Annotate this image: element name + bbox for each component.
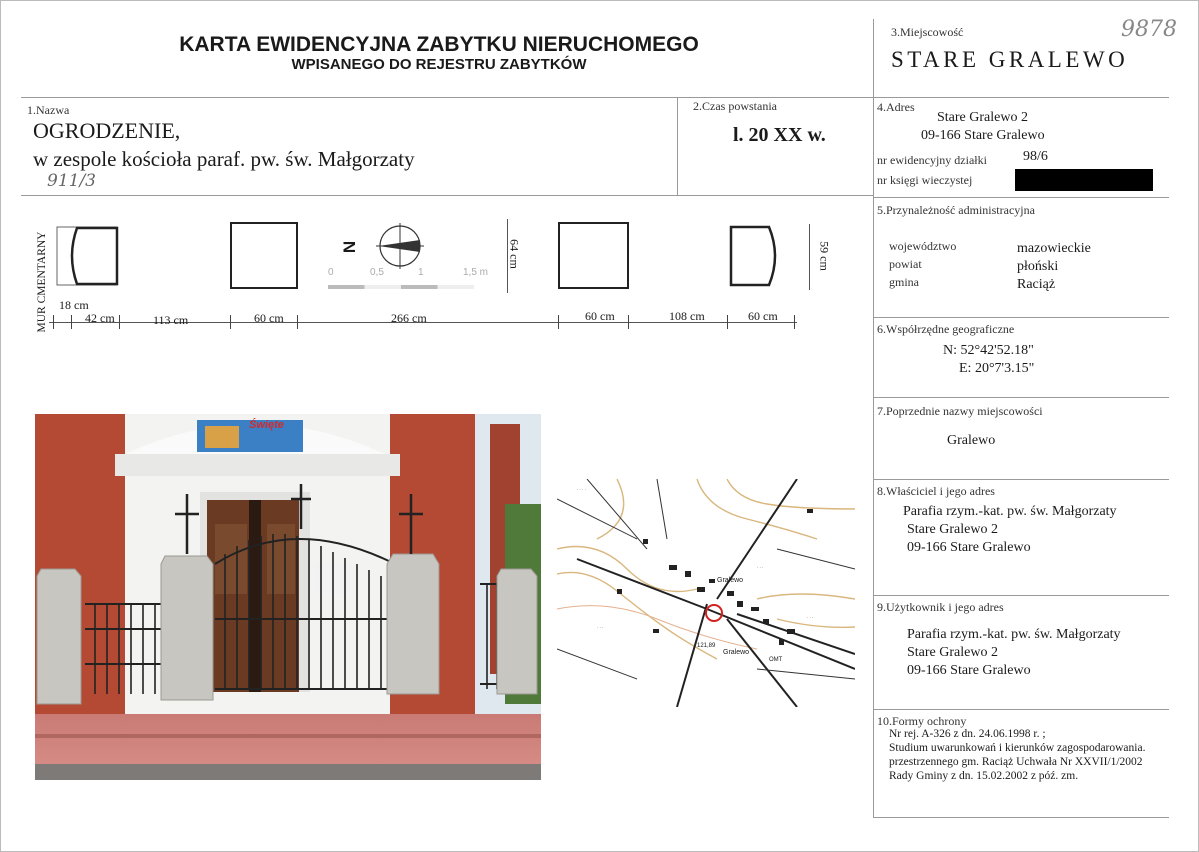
pillar-3-plan xyxy=(558,222,629,289)
divider-right-594 xyxy=(873,595,1169,596)
dim-113: 113 cm xyxy=(153,313,189,327)
card-title: KARTA EWIDENCYJNA ZABYTKU NIERUCHOMEGO xyxy=(179,33,699,56)
dim-tick xyxy=(53,315,54,329)
parcel-value: 98/6 xyxy=(1023,149,1048,164)
dim-tick xyxy=(794,315,795,329)
county-label: powiat xyxy=(889,257,922,271)
address-line1: Stare Gralewo 2 xyxy=(937,110,1028,125)
redacted-land-register xyxy=(1015,169,1153,191)
divider-left-194 xyxy=(21,195,873,196)
voivodeship-value: mazowieckie xyxy=(1017,241,1091,256)
dim-60b: 60 cm xyxy=(585,309,615,323)
height-dim-right: 59 cm xyxy=(817,241,832,271)
archive-number: 9878 xyxy=(1121,17,1177,42)
card-subtitle: WPISANEGO DO REJESTRU ZABYTKÓW xyxy=(291,56,587,73)
height-dim-left: 64 cm xyxy=(507,239,522,269)
dim-108: 108 cm xyxy=(669,309,705,323)
svg-text:· · ·: · · · xyxy=(757,565,764,570)
latitude-value: N: 52°42'52.18" xyxy=(943,343,1034,358)
locality-label: 3.Miejscowość xyxy=(891,25,964,39)
owner-line1: Parafia rzym.-kat. pw. św. Małgorzaty xyxy=(903,504,1117,519)
user-line2: Stare Gralewo 2 xyxy=(907,645,998,660)
previous-names-value: Gralewo xyxy=(947,433,996,448)
pillar-1-plan xyxy=(53,223,123,293)
scale-tick-1: 0,5 xyxy=(370,267,384,278)
compass-icon xyxy=(374,221,426,271)
scale-tick-3: 1,5 m xyxy=(463,267,489,278)
coordinates-label: 6.Współrzędne geograficzne xyxy=(877,322,1015,336)
divider-vertical-main xyxy=(873,19,874,817)
user-line1: Parafia rzym.-kat. pw. św. Małgorzaty xyxy=(907,627,1121,642)
protection-line1: Nr rej. A-326 z dn. 24.06.1998 r. ; xyxy=(889,728,1046,740)
user-line3: 09-166 Stare Gralewo xyxy=(907,663,1031,678)
wall-label: MUR CMENTARNY xyxy=(36,231,48,333)
dim-tick xyxy=(71,315,72,329)
admin-label: 5.Przynależność administracyjna xyxy=(877,203,1035,217)
divider-name-time xyxy=(677,97,678,195)
pillar-2-plan xyxy=(230,222,298,289)
parcel-label: nr ewidencyjny działki xyxy=(877,153,987,167)
name-label: 1.Nazwa xyxy=(27,103,70,117)
divider-right-196 xyxy=(873,197,1169,198)
protection-line3: przestrzennego gm. Raciąż Uchwała Nr XXVII/1/2002 xyxy=(889,756,1143,768)
map-label-omt: OMT xyxy=(769,657,783,663)
longitude-value: E: 20°7'3.15" xyxy=(959,361,1035,376)
fence-photo xyxy=(35,414,541,780)
voivodeship-label: województwo xyxy=(889,239,957,253)
map-label-a: 121,89 xyxy=(697,643,716,649)
county-value: płoński xyxy=(1017,259,1059,274)
dim-tick xyxy=(297,315,298,329)
object-name-detail: w zespole kościoła paraf. pw. św. Małgorzaty xyxy=(33,147,415,171)
handwritten-note: 911/3 xyxy=(47,171,96,191)
commune-label: gmina xyxy=(889,275,919,289)
map-label-b: Gralewo xyxy=(723,649,750,656)
divider-top-right xyxy=(873,97,1169,98)
dim-60a: 60 cm xyxy=(254,311,284,325)
dim-tick xyxy=(558,315,559,329)
dim-tick xyxy=(230,315,231,329)
protection-label: 10.Formy ochrony xyxy=(877,714,967,728)
dim-tick xyxy=(727,315,728,329)
svg-text:· · ·: · · · xyxy=(807,615,814,620)
land-register-label: nr księgi wieczystej xyxy=(877,173,973,187)
object-name: OGRODZENIE, xyxy=(33,118,181,143)
svg-text:· · · ·: · · · · xyxy=(577,487,586,492)
map-town-label: Gralewo xyxy=(717,577,744,584)
svg-text:· · ·: · · · xyxy=(597,625,604,630)
commune-value: Raciąż xyxy=(1017,277,1056,292)
dim-tick xyxy=(119,315,120,329)
divider-right-396 xyxy=(873,397,1169,398)
divider-top-left xyxy=(21,97,873,98)
dim-42: 42 cm xyxy=(85,311,115,325)
previous-names-label: 7.Poprzednie nazwy miejscowości xyxy=(877,404,1043,418)
address-line2: 09-166 Stare Gralewo xyxy=(921,128,1045,143)
location-map xyxy=(557,479,855,707)
protection-line2: Studium uwarunkowań i kierunków zagospodarowania. xyxy=(889,742,1146,754)
divider-right-708 xyxy=(873,709,1169,710)
pillar-4-plan xyxy=(727,223,797,293)
address-label: 4.Adres xyxy=(877,100,915,114)
dim-18: 18 cm xyxy=(59,298,89,312)
dim-266: 266 cm xyxy=(391,311,427,325)
dim-60c: 60 cm xyxy=(748,309,778,323)
creation-time-label: 2.Czas powstania xyxy=(693,99,777,113)
photo-banner-text: Święte xyxy=(249,419,284,431)
divider-right-316 xyxy=(873,317,1169,318)
scale-bar xyxy=(328,285,474,289)
scale-tick-2: 1 xyxy=(418,267,424,278)
owner-line3: 09-166 Stare Gralewo xyxy=(907,540,1031,555)
scale-tick-0: 0 xyxy=(328,267,334,278)
north-letter: N xyxy=(340,240,360,254)
locality-value: STARE GRALEWO xyxy=(891,47,1129,72)
creation-time-value: l. 20 XX w. xyxy=(733,124,826,146)
owner-line2: Stare Gralewo 2 xyxy=(907,522,998,537)
owner-label: 8.Właściciel i jego adres xyxy=(877,484,995,498)
divider-bottom xyxy=(873,817,1169,818)
dim-tick xyxy=(628,315,629,329)
protection-line4: Rady Gminy z dn. 15.02.2002 z póź. zm. xyxy=(889,770,1079,782)
user-label: 9.Użytkownik i jego adres xyxy=(877,600,1004,614)
divider-right-478 xyxy=(873,479,1169,480)
